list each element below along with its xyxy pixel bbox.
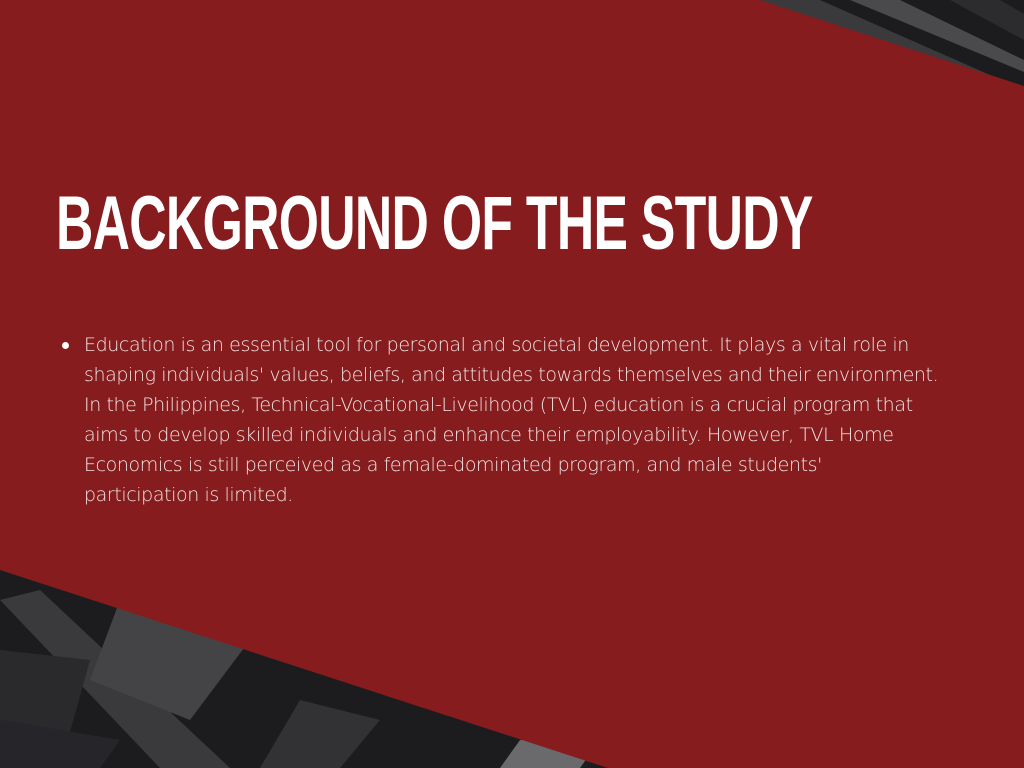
bullet-dot-icon: [62, 342, 69, 349]
slide-title: BACKGROUND OF THE STUDY: [56, 181, 813, 266]
bullet-item: [62, 330, 942, 510]
bullet-text: Education is an essential tool for personal and societal development. It plays a vital role in shaping individuals' values, beliefs, and attitudes towards themselves and their environment. In the Philippines, Technical-Vocational-Livelihood (TVL) education is a crucial program that aims to develop skilled individuals and enhance their employability. However, TVL Home Economics is still perceived as a female-dominated program, and male students' participation is limited.: [84, 334, 939, 506]
bullet-list: [62, 330, 942, 510]
slide-body: [62, 330, 942, 510]
